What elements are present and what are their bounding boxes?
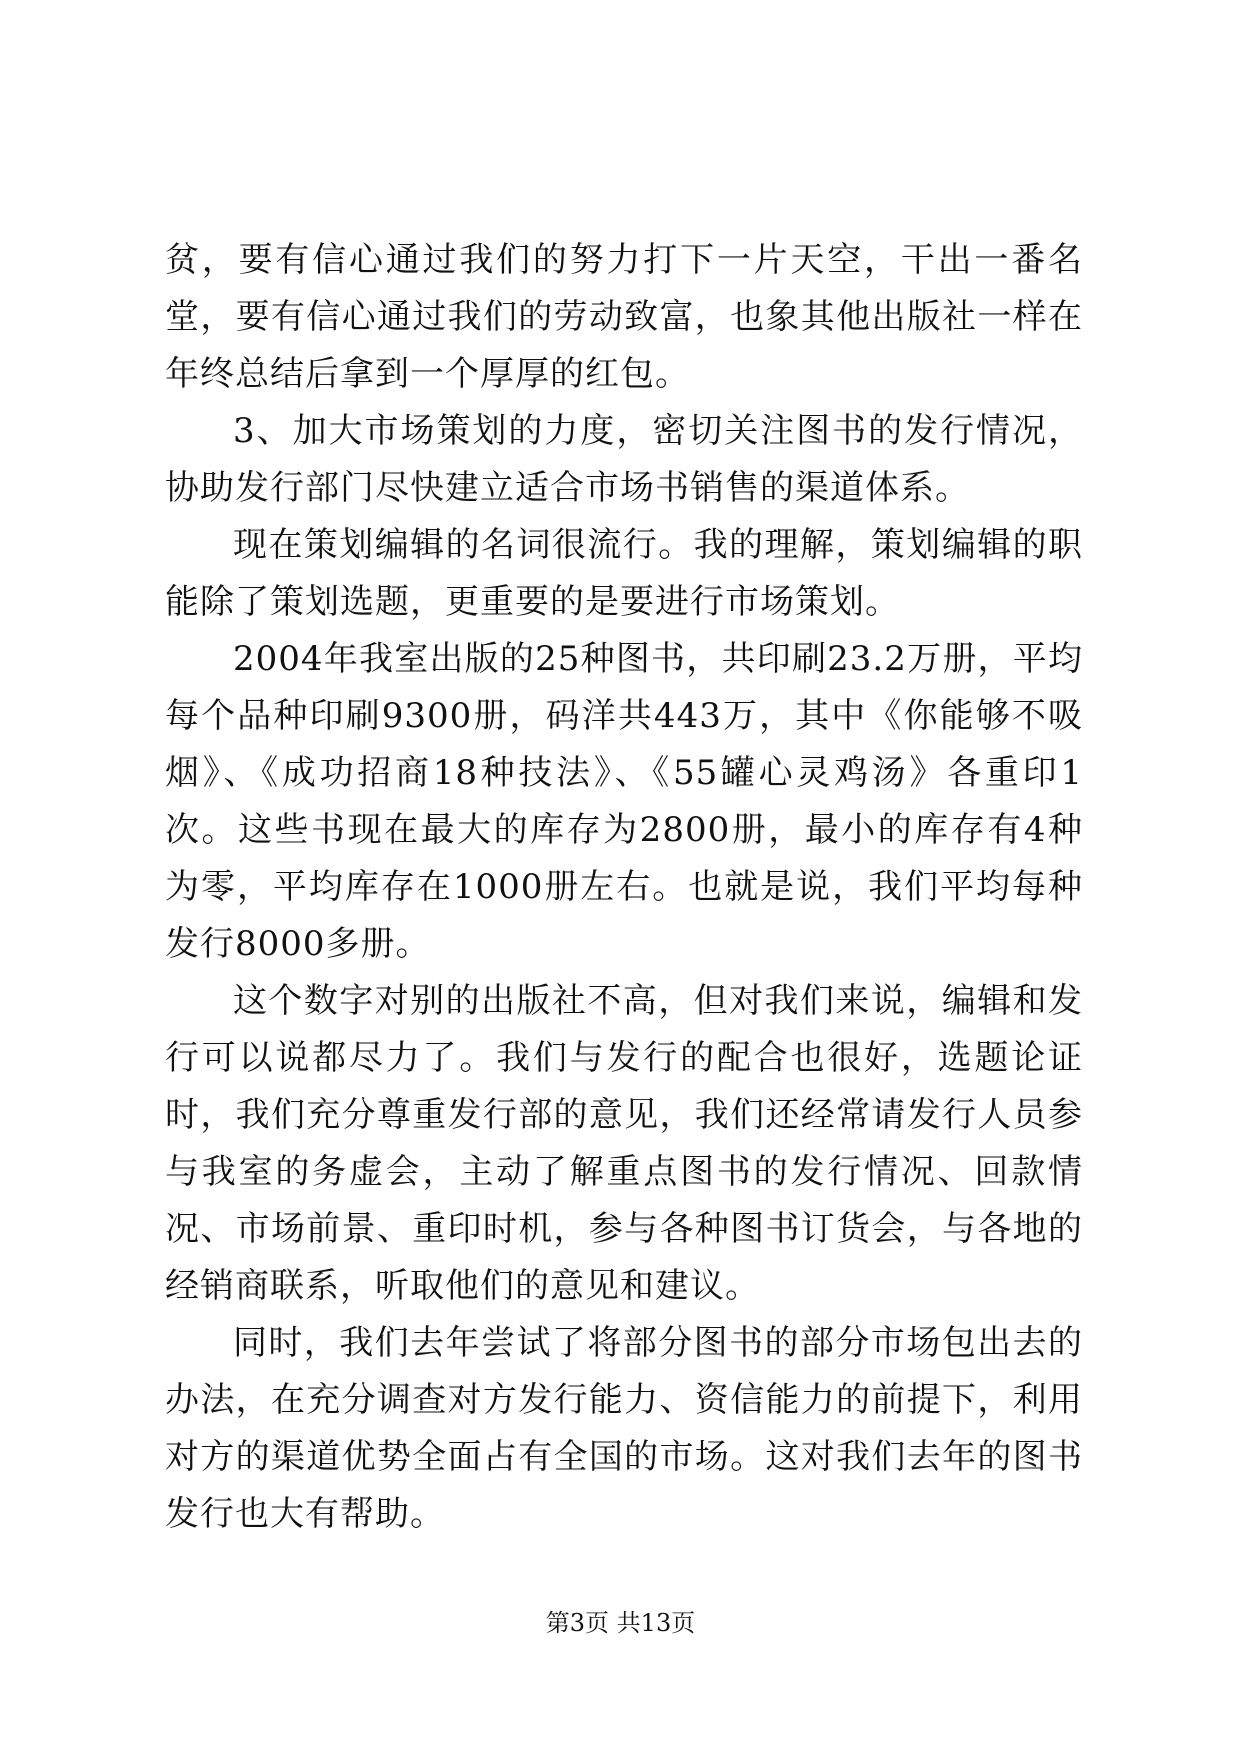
paragraph-planning-editor: 现在策划编辑的名词很流行。我的理解，策划编辑的职能除了策划选题，更重要的是要进行市场策划。 bbox=[165, 525, 1083, 622]
paragraph-continuation: 贫，要有信心通过我们的努力打下一片天空，干出一番名堂，要有信心通过我们的劳动致富，也象其他出版社一样在年终总结后拿到一个厚厚的红包。 bbox=[165, 240, 1083, 394]
paragraph-distribution-cooperation: 这个数字对别的出版社不高，但对我们来说，编辑和发行可以说都尽力了。我们与发行的配合也很好，选题论证时，我们充分尊重发行部的意见，我们还经常请发行人员参与我室的务虚会，主动了解重点图书的发行情况、回款情况、市场前景、重印时机，参与各种图书订货会，与各地的经销商联系，听取他们的意见和建议。 bbox=[165, 981, 1083, 1306]
page-number-footer: 第3页 共13页 bbox=[545, 1609, 696, 1637]
document-body bbox=[165, 232, 1083, 1543]
paragraph-2004-statistics: 2004年我室出版的25种图书，共印刷23.2万册，平均每个品种印刷9300册，码洋共443万，其中《你能够不吸烟》、《成功招商18种技法》、《55罐心灵鸡汤》各重印1次。这些书现在最大的库存为2800册，最小的库存有4种为零，平均库存在1000册左右。也就是说，我们平均每种发行8000多册。 bbox=[165, 639, 1083, 964]
paragraph-item-3: 3、加大市场策划的力度，密切关注图书的发行情况，协助发行部门尽快建立适合市场书销售的渠道体系。 bbox=[165, 411, 1083, 508]
paragraph-market-outsourcing: 同时，我们去年尝试了将部分图书的部分市场包出去的办法，在充分调查对方发行能力、资信能力的前提下，利用对方的渠道优势全面占有全国的市场。这对我们去年的图书发行也大有帮助。 bbox=[165, 1323, 1083, 1534]
